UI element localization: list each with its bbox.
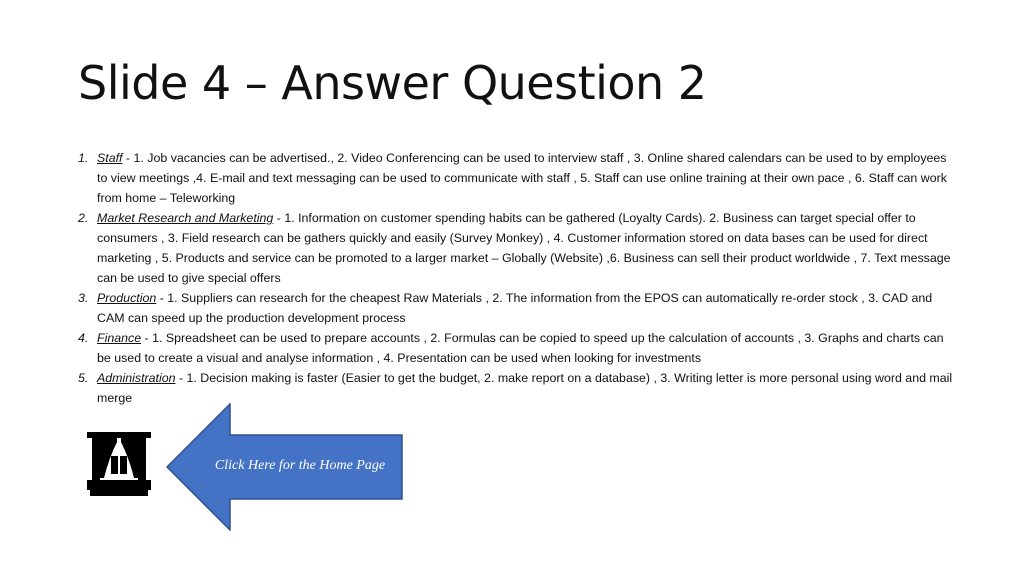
list-item-text: - 1. Decision making is faster (Easier to get the budget, 2. make report on a database) , 3. Writing letter is more personal using word and mail merge (97, 371, 953, 405)
list-item-heading: Market Research and Marketing (97, 211, 274, 225)
list-item (78, 208, 958, 288)
list-item (78, 368, 958, 408)
list-item-text: - 1. Job vacancies can be advertised., 2. Video Conferencing can be used to interview staff , 3. Online shared calendars can be used to by employees to view meetings ,4. E-mail and text messaging can be used to communicate with staff , 5. Staff can use online training at their own pace , 6. Staff can work from home – Teleworking (97, 151, 947, 205)
list-item-number: 2. (78, 211, 89, 225)
list-item-text: - 1. Suppliers can research for the cheapest Raw Materials , 2. The information from the EPOS can automatically re-order stock , 3. CAD and CAM can speed up the production development process (97, 291, 933, 325)
list-item-heading: Staff (97, 151, 123, 165)
list-item-heading: Finance (97, 331, 142, 345)
list-item-text: - 1. Information on customer spending habits can be gathered (Loyalty Cards). 2. Business can target special offer to consumers , 3. Field research can be gathers quickly and easily (Survey Monkey) , 4. Customer information stored on data bases can be used for direct marketing , 5. Products and service can be promoted to a larger market – Globally (Website) ,6. Business can sell their product worldwide , 7. Text message can be used to give special offers (97, 211, 951, 285)
slide-title: Slide 4 – Answer Question 2 (78, 56, 707, 110)
answer-list (78, 148, 958, 408)
list-item-number: 1. (78, 151, 89, 165)
list-item-number: 3. (78, 291, 89, 305)
home-page-button-label: Click Here for the Home Page (214, 458, 386, 473)
list-item (78, 148, 958, 208)
list-item-number: 5. (78, 371, 89, 385)
list-item-heading: Production (97, 291, 157, 305)
list-item (78, 288, 958, 328)
list-item-text: - 1. Spreadsheet can be used to prepare accounts , 2. Formulas can be copied to speed up the calculation of accounts , 3. Graphs and charts can be used to create a visual and analyse information , 4. Presentation can be used when looking for investments (97, 331, 944, 365)
list-item (78, 328, 958, 368)
list-item-number: 4. (78, 331, 89, 345)
home-page-button[interactable] (166, 403, 404, 531)
list-item-heading: Administration (97, 371, 176, 385)
house-icon (87, 432, 151, 496)
